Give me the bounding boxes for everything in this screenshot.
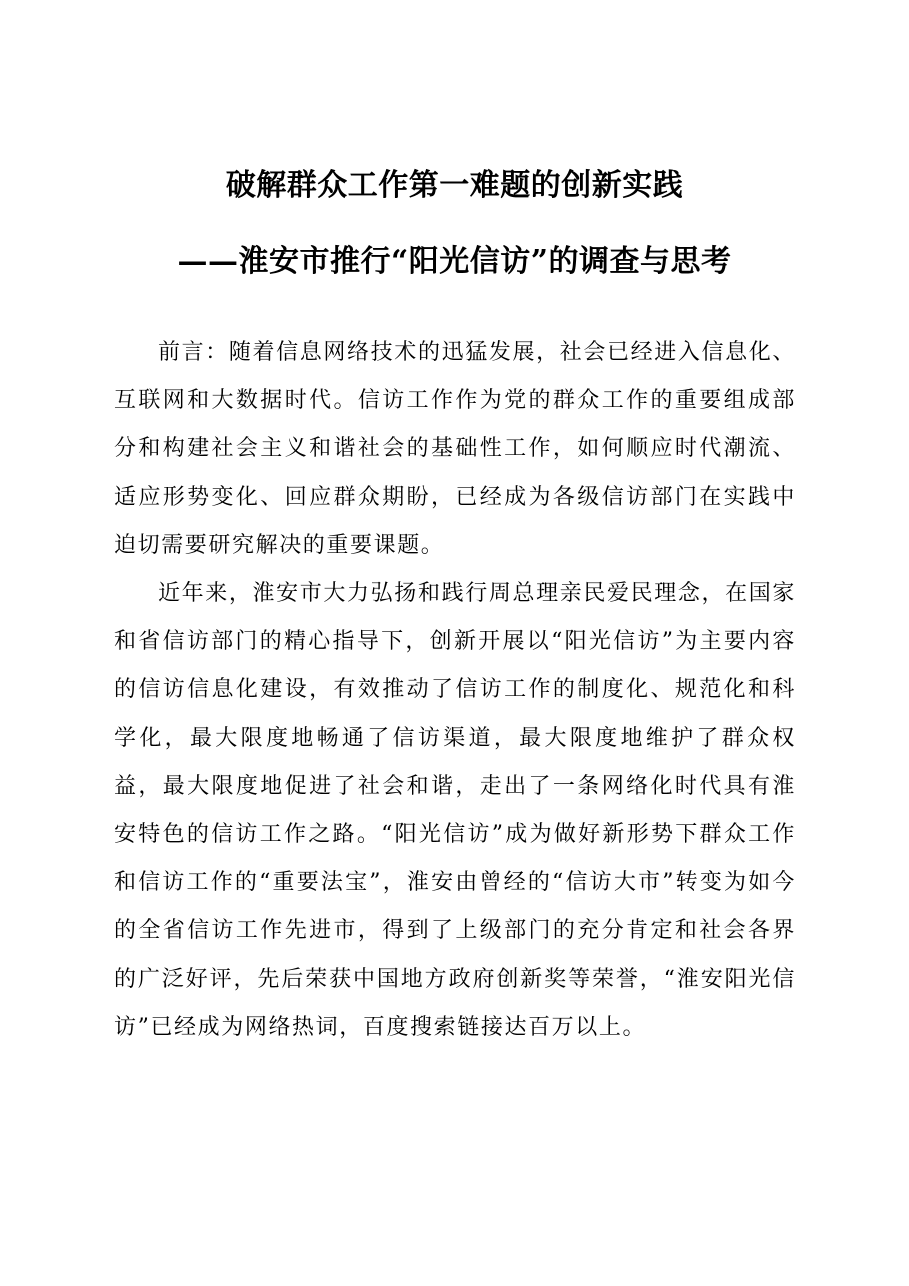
paragraph-preface: 前言：随着信息网络技术的迅猛发展，社会已经进入信息化、互联网和大数据时代。信访工作作为党的群众工作的重要组成部分和构建社会主义和谐社会的基础性工作，如何顺应时代潮流、适应形势变化、回应群众期盼，已经成为各级信访部门在实践中迫切需要研究解决的重要课题。 [114, 340, 796, 558]
title-block [114, 160, 795, 288]
document-title: 破解群众工作第一难题的创新实践 [225, 168, 684, 203]
document-subtitle: ——淮安市推行“阳光信访”的调查与思考 [177, 244, 732, 279]
document-body [114, 329, 796, 1052]
paragraph-recent-years: 近年来，淮安市大力弘扬和践行周总理亲民爱民理念，在国家和省信访部门的精心指导下，创新开展以“阳光信访”为主要内容的信访信息化建设，有效推动了信访工作的制度化、规范化和科学化，最大限度地畅通了信访渠道，最大限度地维护了群众权益，最大限度地促进了社会和谐，走出了一条网络化时代具有淮安特色的信访工作之路。“阳光信访”成为做好新形势下群众工作和信访工作的“重要法宝”，淮安由曾经的“信访大市”转变为如今的全省信访工作先进市，得到了上级部门的充分肯定和社会各界的广泛好评，先后荣获中国地方政府创新奖等荣誉，“淮安阳光信访”已经成为网络热词，百度搜索链接达百万以上。 [114, 581, 796, 1040]
